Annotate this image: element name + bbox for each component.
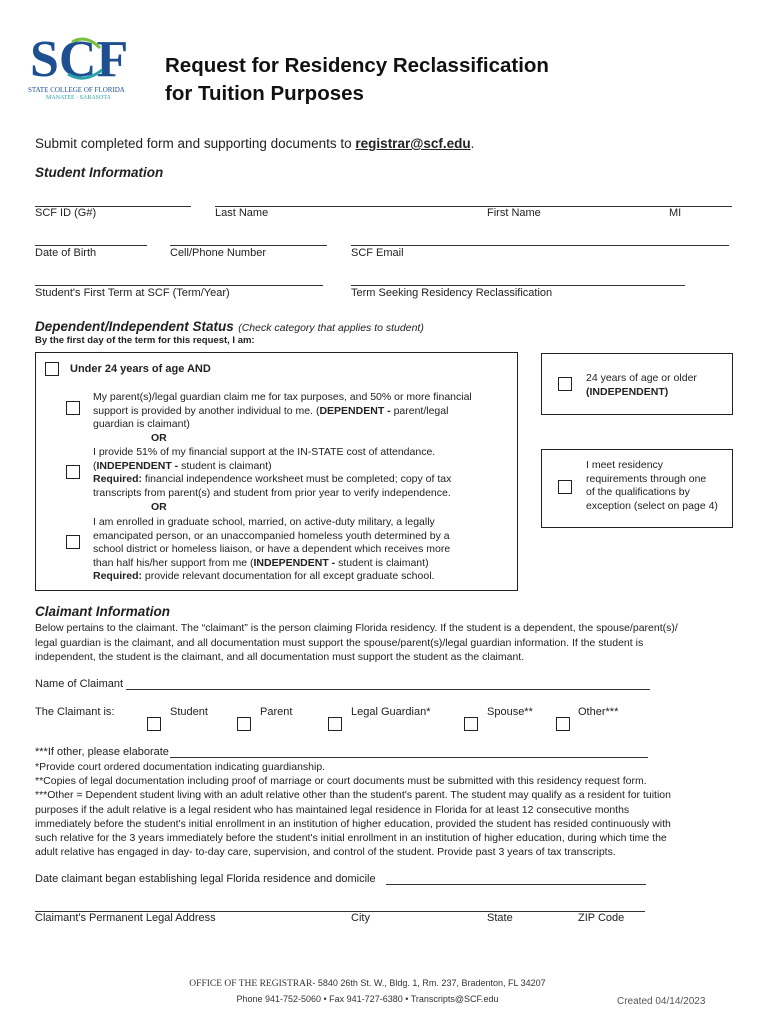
registrar-email-link[interactable]: registrar@scf.edu (355, 136, 471, 151)
scf-id-label: SCF ID (G#) (35, 207, 97, 219)
student-info-heading: Student Information (35, 165, 164, 180)
phone-label: Cell/Phone Number (170, 247, 266, 259)
title-line2: for Tuition Purposes (165, 82, 364, 105)
residence-date-field[interactable] (386, 884, 646, 885)
option-parent-label: Parent (260, 706, 293, 718)
city-label: City (351, 912, 370, 924)
claimant-name-label: Name of Claimant (35, 678, 124, 690)
footer-address: OFFICE OF THE REGISTRAR- 5840 26th St. W., Bldg. 1, Rm. 237, Bradenton, FL 34207 (189, 978, 546, 989)
first-term-label: Student's First Term at SCF (Term/Year) (35, 287, 230, 299)
state-label: State (487, 912, 513, 924)
option-parent-checkbox[interactable] (237, 717, 251, 731)
scf-email-label: SCF Email (351, 247, 404, 259)
dependent-option: My parent(s)/legal guardian claim me for tax purposes, and 50% or more financial support is provided by another individual to me. (DEPENDENT - parent/legal guardian is claimant) (93, 391, 472, 430)
over-24-option: 24 years of age or older (INDEPENDENT) (586, 372, 697, 398)
address-label: Claimant's Permanent Legal Address (35, 912, 216, 924)
other-elaborate-field[interactable] (170, 757, 648, 758)
or-label-1: OR (151, 432, 167, 444)
exception-checkbox[interactable] (558, 480, 572, 494)
svg-text:SCF: SCF (30, 31, 129, 88)
under-24-checkbox[interactable] (45, 362, 59, 376)
independent-status-option: I am enrolled in graduate school, married, on active-duty military, a legally emancipated person, or an unaccompanied homeless youth determined by a school district or homeless liaison, or have a dependent which receives more than half his/her support from me (INDEPENDENT - student is claimant) Required: provide relevant documentation for all except graduate school. (93, 516, 451, 582)
over-24-checkbox[interactable] (558, 377, 572, 391)
dob-label: Date of Birth (35, 247, 97, 259)
option-other-label: Other*** (578, 706, 619, 718)
under-24-label: Under 24 years of age AND (70, 363, 211, 375)
claimant-description: Below pertains to the claimant. The “claimant” is the person claiming Florida residency. If the student is a dependent, the spouse/parent(s)/ legal guardian is the claimant, and all documentation must support the spouse/parent(s)/legal guardian information. If the student is independent, the student is the claimant, and all documentation must support the student as the claimant. (35, 622, 678, 663)
claimant-footnotes: *Provide court ordered documentation indicating guardianship. **Copies of legal documentation including proof of marriage or court documents must be submitted with this residency request form. ***Other = Dependent student living with an adult relative other than the student's parent. The student may qualify as a resident for tuition purposes if the adult relative is a legal resident who has maintained legal residence in Florida for at least 12 consecutive months immediately before the student's initial enrollment in an institution of higher education, provided the student has resided continuously with such relative for the 3 years immediately before the student's initial enrollment in an institution of higher education, during which time the adult relative has engaged in day- to-day care, supervision, and control of the student. Provide past 3 years of tax transcripts. (35, 761, 671, 859)
residence-date-label: Date claimant began establishing legal Florida residence and domicile (35, 873, 376, 885)
logo-line1: STATE COLLEGE OF FLORIDA (28, 86, 125, 94)
option-guardian-checkbox[interactable] (328, 717, 342, 731)
logo-line2: MANATEE · SARASOTA (46, 95, 111, 101)
seeking-term-label: Term Seeking Residency Reclassification (351, 287, 553, 299)
created-date: Created 04/14/2023 (617, 996, 706, 1007)
dependent-checkbox[interactable] (66, 401, 80, 415)
claimant-info-heading: Claimant Information (35, 604, 171, 619)
option-spouse-label: Spouse** (487, 706, 533, 718)
title-line1: Request for Residency Reclassification (165, 54, 549, 77)
independent-support-checkbox[interactable] (66, 465, 80, 479)
claimant-name-field[interactable] (126, 689, 650, 690)
option-student-label: Student (170, 706, 208, 718)
status-subheading: By the first day of the term for this request, I am: (35, 335, 255, 346)
option-spouse-checkbox[interactable] (464, 717, 478, 731)
submit-instructions: Submit completed form and supporting documents to registrar@scf.edu. (35, 136, 475, 151)
exception-option: I meet residency requirements through one of the qualifications by exception (select on page 4) (586, 459, 718, 512)
last-name-label: Last Name (215, 207, 269, 219)
status-heading: Dependent/Independent Status (Check category that applies to student) (35, 319, 424, 334)
scf-logo (28, 30, 148, 101)
option-other-checkbox[interactable] (556, 717, 570, 731)
independent-support-option: I provide 51% of my financial support at the IN-STATE cost of attendance. (INDEPENDENT - student is claimant) Required: financial independence worksheet must be completed; copy of tax transcripts from parent(s) and student from prior year to verify independence. (93, 446, 452, 499)
or-label-2: OR (151, 501, 167, 513)
other-elaborate-label: ***If other, please elaborate (35, 746, 169, 758)
first-name-label: First Name (487, 207, 541, 219)
footer-contact: Phone 941-752-5060 • Fax 941-727-6380 • Transcripts@SCF.edu (236, 994, 499, 1004)
scf-logo-mark (28, 30, 148, 90)
independent-status-checkbox[interactable] (66, 535, 80, 549)
mi-label: MI (669, 207, 682, 219)
option-guardian-label: Legal Guardian* (351, 706, 431, 718)
zip-label: ZIP Code (578, 912, 625, 924)
claimant-is-label: The Claimant is: (35, 706, 115, 718)
option-student-checkbox[interactable] (147, 717, 161, 731)
